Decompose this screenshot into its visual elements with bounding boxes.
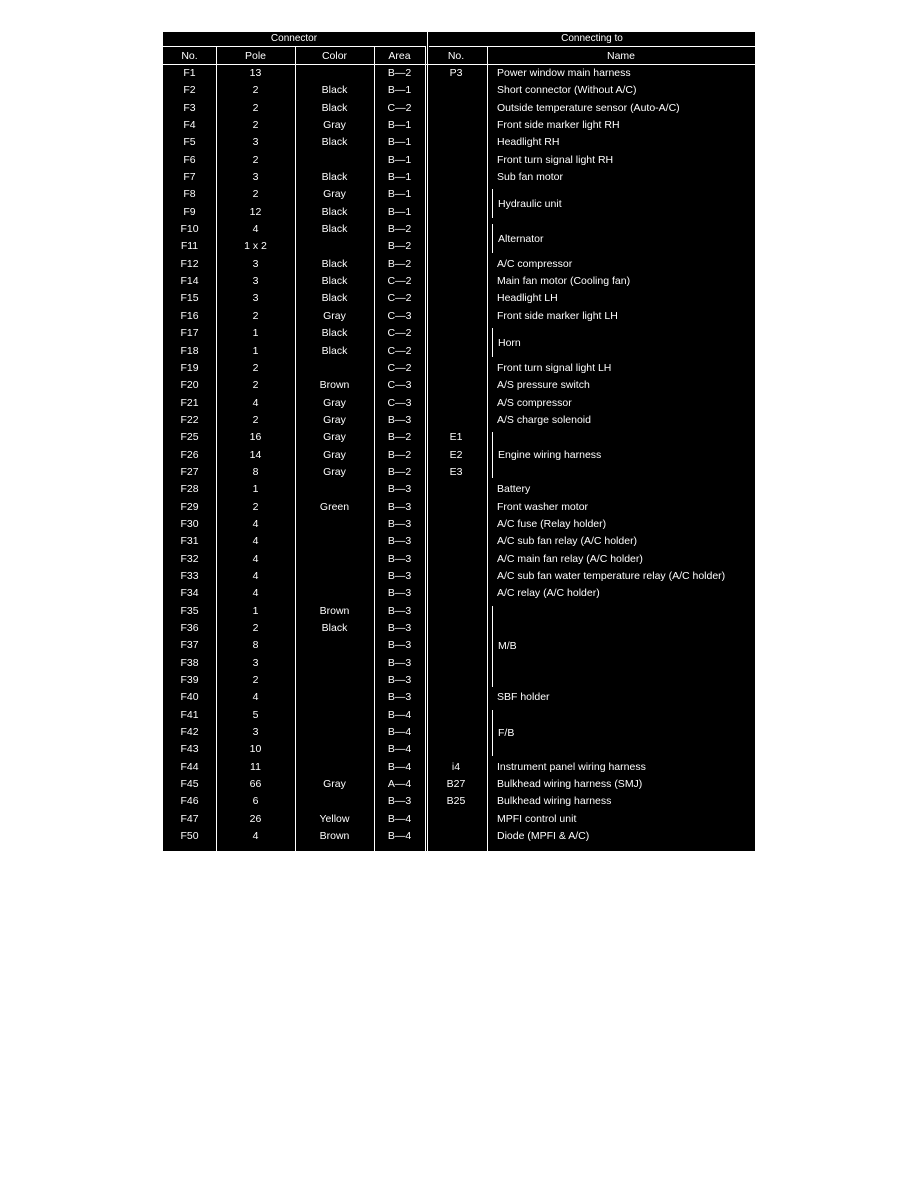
connector-no: F22 — [180, 413, 199, 426]
area-code: C—2 — [387, 327, 412, 340]
connector-no: F15 — [180, 292, 199, 305]
connector-no: F19 — [180, 361, 199, 374]
area-code: B—1 — [387, 153, 412, 166]
area-code: C—2 — [387, 275, 412, 288]
area-code: B—2 — [387, 465, 412, 478]
area-code: C—2 — [387, 344, 412, 357]
area-code: B—1 — [387, 136, 412, 149]
connecting-name: A/C main fan relay (A/C holder) — [497, 552, 643, 565]
pole-count: 3 — [252, 257, 259, 270]
connector-no: F21 — [180, 396, 199, 409]
connecting-name: A/S compressor — [497, 396, 572, 409]
group-bracket — [492, 432, 493, 478]
connector-no: F41 — [180, 708, 199, 721]
connector-color: Gray — [323, 309, 346, 322]
group-label: Horn — [498, 336, 521, 349]
pole-count: 1 — [252, 483, 259, 496]
pole-count: 2 — [252, 119, 259, 132]
area-code: B—3 — [387, 569, 412, 582]
table-row — [163, 343, 755, 360]
table-row — [163, 204, 755, 221]
connecting-name: A/S charge solenoid — [497, 413, 591, 426]
table-row — [163, 707, 755, 724]
area-code: B—1 — [387, 119, 412, 132]
connecting-name: A/C sub fan water temperature relay (A/C holder) — [497, 569, 726, 582]
col-header-conn-no: No. — [447, 50, 465, 62]
area-code: B—4 — [387, 760, 412, 773]
pole-count: 3 — [252, 171, 259, 184]
connector-no: F16 — [180, 309, 199, 322]
table-row — [163, 741, 755, 758]
pole-count: 3 — [252, 275, 259, 288]
connecting-name: Main fan motor (Cooling fan) — [497, 275, 631, 288]
table-row — [163, 620, 755, 637]
connector-color: Gray — [323, 396, 346, 409]
connector-color: Black — [321, 205, 348, 218]
area-code: C—2 — [387, 292, 412, 305]
connector-no: F14 — [180, 275, 199, 288]
col-header-pole: Pole — [244, 50, 266, 62]
table-row — [163, 759, 755, 776]
connector-color: Gray — [323, 448, 346, 461]
connector-color: Gray — [323, 413, 346, 426]
table-row — [163, 637, 755, 654]
table-row — [163, 169, 755, 186]
connecting-name: Battery — [497, 483, 531, 496]
pole-count: 3 — [252, 656, 259, 669]
connector-no: F29 — [180, 500, 199, 513]
connector-no: F37 — [180, 639, 199, 652]
connecting-name: Diode (MPFI & A/C) — [497, 830, 590, 843]
connecting-name: Front turn signal light RH — [497, 153, 614, 166]
group-divider-right — [429, 46, 755, 47]
connector-no: F30 — [180, 517, 199, 530]
area-code: B—3 — [387, 604, 412, 617]
connecting-no: B25 — [446, 795, 466, 808]
connector-no: F18 — [180, 344, 199, 357]
table-row — [163, 828, 755, 845]
connector-no: F38 — [180, 656, 199, 669]
connecting-no: E2 — [449, 448, 463, 461]
group-bracket — [492, 189, 493, 218]
area-code: B—1 — [387, 188, 412, 201]
connector-color: Gray — [323, 778, 346, 791]
connector-no: F34 — [180, 587, 199, 600]
group-bracket — [492, 606, 493, 687]
connecting-no: E1 — [449, 431, 463, 444]
connector-color: Black — [321, 223, 348, 236]
table-row — [163, 377, 755, 394]
connector-no: F46 — [180, 795, 199, 808]
connector-color: Black — [321, 622, 348, 634]
area-code: B—2 — [387, 448, 412, 461]
table-row — [163, 308, 755, 325]
connector-no: F31 — [180, 535, 199, 548]
connecting-no: i4 — [451, 760, 461, 773]
connector-color: Black — [321, 257, 348, 270]
table-body — [163, 65, 755, 845]
pole-count: 26 — [249, 812, 262, 825]
pole-count: 4 — [252, 691, 259, 704]
connector-no: F25 — [180, 431, 199, 444]
table-row — [163, 152, 755, 169]
connecting-name: Outside temperature sensor (Auto-A/C) — [497, 101, 680, 114]
table-row — [163, 793, 755, 810]
pole-count: 2 — [252, 188, 259, 201]
connecting-name: A/S pressure switch — [497, 379, 590, 392]
connecting-name: A/C compressor — [497, 257, 573, 270]
area-code: C—3 — [387, 379, 412, 392]
connecting-name: Instrument panel wiring harness — [497, 760, 646, 773]
table-row — [163, 447, 755, 464]
connector-color: Brown — [319, 604, 350, 617]
connector-no: F1 — [183, 67, 196, 79]
connecting-name: Front washer motor — [497, 500, 589, 513]
pole-count: 1 — [252, 344, 259, 357]
area-code: A—4 — [387, 778, 412, 791]
table-row — [163, 221, 755, 238]
pole-count: 6 — [252, 795, 259, 808]
pole-count: 2 — [252, 84, 259, 97]
area-code: B—3 — [387, 795, 412, 808]
table-row — [163, 672, 755, 689]
connector-no: F5 — [183, 136, 196, 149]
connecting-name: Short connector (Without A/C) — [497, 84, 637, 97]
table-row — [163, 65, 755, 82]
connector-color: Gray — [323, 119, 346, 132]
pole-count: 2 — [252, 413, 259, 426]
pole-count: 2 — [252, 153, 259, 166]
area-code: B—3 — [387, 639, 412, 652]
connector-no: F8 — [183, 188, 196, 201]
area-code: B—3 — [387, 691, 412, 704]
pole-count: 66 — [249, 778, 262, 791]
connecting-name: MPFI control unit — [497, 812, 577, 825]
group-divider-left — [163, 46, 425, 47]
connector-no: F42 — [180, 726, 199, 739]
connecting-name: Power window main harness — [497, 67, 631, 79]
table-row — [163, 186, 755, 203]
pole-count: 14 — [249, 448, 262, 461]
group-header-connecting-to: Connecting to — [561, 33, 623, 44]
group-label: Hydraulic unit — [498, 197, 562, 210]
pole-count: 5 — [252, 708, 259, 721]
table-row — [163, 499, 755, 516]
area-code: B—4 — [387, 743, 412, 756]
connecting-name: A/C sub fan relay (A/C holder) — [497, 535, 638, 548]
area-code: B—3 — [387, 674, 412, 687]
pole-count: 16 — [249, 431, 262, 444]
pole-count: 3 — [252, 292, 259, 305]
connecting-name: Sub fan motor — [497, 171, 563, 184]
table-row — [163, 273, 755, 290]
area-code: B—2 — [387, 67, 412, 79]
connecting-name: A/C fuse (Relay holder) — [497, 517, 607, 530]
col-header-area: Area — [388, 50, 411, 62]
area-code: B—1 — [387, 171, 412, 184]
group-bracket — [492, 328, 493, 357]
group-label: Alternator — [498, 232, 544, 245]
pole-count: 4 — [252, 517, 259, 530]
area-code: C—3 — [387, 396, 412, 409]
area-code: B—4 — [387, 708, 412, 721]
connector-color: Black — [321, 275, 348, 288]
connector-no: F45 — [180, 778, 199, 791]
group-label: F/B — [498, 726, 515, 739]
pole-count: 10 — [249, 743, 262, 756]
area-code: B—3 — [387, 517, 412, 530]
connecting-name: Front side marker light LH — [497, 309, 618, 322]
connector-no: F43 — [180, 743, 199, 756]
pole-count: 4 — [252, 535, 259, 548]
table-row — [163, 724, 755, 741]
pole-count: 2 — [252, 361, 259, 374]
pole-count: 4 — [252, 569, 259, 582]
area-code: B—1 — [387, 84, 412, 97]
connecting-name: Front turn signal light LH — [497, 361, 612, 374]
table-row — [163, 82, 755, 99]
pole-count: 1 x 2 — [244, 240, 267, 253]
pole-count: 2 — [252, 309, 259, 322]
table-row — [163, 516, 755, 533]
table-row — [163, 256, 755, 273]
pole-count: 1 — [252, 327, 259, 340]
connecting-no: B27 — [446, 778, 466, 791]
pole-count: 4 — [252, 396, 259, 409]
connector-no: F35 — [180, 604, 199, 617]
connector-color: Black — [321, 84, 348, 97]
connecting-name: Headlight RH — [497, 136, 560, 149]
connector-color: Gray — [323, 188, 346, 201]
area-code: B—3 — [387, 483, 412, 496]
connector-color: Black — [321, 136, 348, 149]
connector-table — [163, 32, 755, 851]
area-code: B—3 — [387, 587, 412, 600]
connector-no: F12 — [180, 257, 199, 270]
connecting-name: Headlight LH — [497, 292, 558, 305]
table-row — [163, 776, 755, 793]
connector-color: Yellow — [319, 812, 350, 825]
area-code: C—2 — [387, 361, 412, 374]
area-code: B—3 — [387, 656, 412, 669]
connector-no: F36 — [180, 622, 199, 634]
connector-no: F44 — [180, 760, 199, 773]
pole-count: 2 — [252, 379, 259, 392]
pole-count: 4 — [252, 830, 259, 843]
table-row — [163, 134, 755, 151]
connector-color: Green — [319, 500, 350, 513]
connector-no: F33 — [180, 569, 199, 582]
area-code: C—2 — [387, 101, 412, 114]
connector-color: Black — [321, 171, 348, 184]
table-row — [163, 551, 755, 568]
area-code: B—3 — [387, 622, 412, 634]
area-code: B—1 — [387, 205, 412, 218]
connector-no: F9 — [183, 205, 196, 218]
connecting-no: P3 — [449, 67, 463, 79]
area-code: B—3 — [387, 552, 412, 565]
group-bracket — [492, 224, 493, 253]
table-row — [163, 568, 755, 585]
connecting-name: Front side marker light RH — [497, 119, 620, 132]
area-code: B—4 — [387, 726, 412, 739]
connecting-no: E3 — [449, 465, 463, 478]
connector-color: Black — [321, 292, 348, 305]
pole-count: 2 — [252, 622, 259, 634]
col-header-no: No. — [181, 50, 198, 62]
connector-no: F17 — [180, 327, 199, 340]
connector-color: Brown — [319, 379, 350, 392]
pole-count: 3 — [252, 726, 259, 739]
pole-count: 2 — [252, 101, 259, 114]
area-code: B—3 — [387, 500, 412, 513]
connecting-name: SBF holder — [497, 691, 550, 704]
pole-count: 4 — [252, 223, 259, 236]
pole-count: 1 — [252, 604, 259, 617]
table-row — [163, 395, 755, 412]
connector-color: Gray — [323, 431, 346, 444]
connector-no: F7 — [183, 171, 196, 184]
table-row — [163, 603, 755, 620]
connecting-name: Bulkhead wiring harness — [497, 795, 612, 808]
table-row — [163, 689, 755, 706]
area-code: B—2 — [387, 223, 412, 236]
pole-count: 8 — [252, 639, 259, 652]
pole-count: 4 — [252, 587, 259, 600]
area-code: B—3 — [387, 535, 412, 548]
connecting-name: Bulkhead wiring harness (SMJ) — [497, 778, 643, 791]
table-row — [163, 412, 755, 429]
area-code: B—2 — [387, 431, 412, 444]
connector-no: F28 — [180, 483, 199, 496]
table-row — [163, 238, 755, 255]
pole-count: 3 — [252, 136, 259, 149]
table-row — [163, 464, 755, 481]
table-row — [163, 100, 755, 117]
pole-count: 4 — [252, 552, 259, 565]
table-row — [163, 429, 755, 446]
area-code: B—3 — [387, 413, 412, 426]
connector-no: F3 — [183, 101, 196, 114]
connector-no: F32 — [180, 552, 199, 565]
table-row — [163, 655, 755, 672]
pole-count: 8 — [252, 465, 259, 478]
table-row — [163, 360, 755, 377]
pole-count: 2 — [252, 500, 259, 513]
table-row — [163, 533, 755, 550]
connector-color: Black — [321, 327, 348, 340]
connector-no: F40 — [180, 691, 199, 704]
group-header-connector: Connector — [270, 33, 318, 44]
connector-no: F10 — [180, 223, 199, 236]
area-code: B—2 — [387, 257, 412, 270]
connector-no: F20 — [180, 379, 199, 392]
table-row — [163, 811, 755, 828]
pole-count: 2 — [252, 674, 259, 687]
connector-color: Black — [321, 101, 348, 114]
table-row — [163, 290, 755, 307]
group-label: M/B — [498, 640, 517, 653]
connector-no: F50 — [180, 830, 199, 843]
connector-color: Black — [321, 344, 348, 357]
area-code: C—3 — [387, 309, 412, 322]
connector-no: F26 — [180, 448, 199, 461]
connector-no: F39 — [180, 674, 199, 687]
connector-no: F27 — [180, 465, 199, 478]
group-bracket — [492, 710, 493, 756]
connector-no: F11 — [180, 240, 199, 253]
connector-no: F2 — [183, 84, 196, 97]
connector-color: Brown — [319, 830, 350, 843]
connector-no: F47 — [180, 812, 199, 825]
connecting-name: A/C relay (A/C holder) — [497, 587, 600, 600]
connector-no: F4 — [183, 119, 196, 132]
table-row — [163, 585, 755, 602]
pole-count: 12 — [249, 205, 262, 218]
pole-count: 13 — [249, 67, 262, 79]
group-label: Engine wiring harness — [498, 449, 602, 462]
col-header-color: Color — [321, 50, 348, 62]
area-code: B—4 — [387, 830, 412, 843]
table-row — [163, 325, 755, 342]
area-code: B—2 — [387, 240, 412, 253]
connector-color: Gray — [323, 465, 346, 478]
connector-no: F6 — [183, 153, 196, 166]
col-header-name: Name — [606, 50, 635, 62]
pole-count: 11 — [250, 760, 261, 773]
table-row — [163, 117, 755, 134]
area-code: B—4 — [387, 812, 412, 825]
table-row — [163, 481, 755, 498]
